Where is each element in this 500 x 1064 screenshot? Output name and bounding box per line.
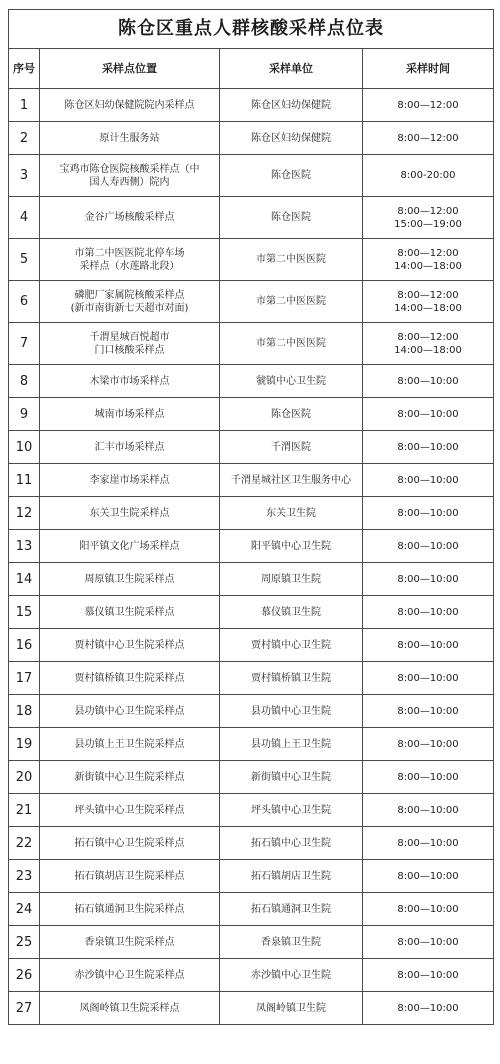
row-location: 赤沙镇中心卫生院采样点 [40,959,220,992]
row-location: 阳平镇文化广场采样点 [40,530,220,563]
row-time: 8:00—12:00 [363,122,493,155]
row-location: 市第二中医医院北停车场 采样点（水莲路北段） [40,239,220,281]
row-unit: 市第二中医医院 [220,281,363,323]
row-number: 11 [9,464,40,497]
column-header-time: 采样时间 [363,49,493,89]
row-location: 慕仪镇卫生院采样点 [40,596,220,629]
row-time: 8:00—10:00 [363,629,493,662]
row-time: 8:00—12:00 14:00—18:00 [363,281,493,323]
row-unit: 东关卫生院 [220,497,363,530]
row-time: 8:00—10:00 [363,398,493,431]
row-location: 李家崖市场采样点 [40,464,220,497]
row-location: 城南市场采样点 [40,398,220,431]
row-location: 原计生服务站 [40,122,220,155]
row-unit: 坪头镇中心卫生院 [220,794,363,827]
row-unit: 陈仓医院 [220,197,363,239]
row-unit: 陈仓医院 [220,398,363,431]
row-number: 18 [9,695,40,728]
row-time: 8:00—10:00 [363,860,493,893]
row-time: 8:00—10:00 [363,365,493,398]
row-unit: 县功镇上王卫生院 [220,728,363,761]
row-location: 陈仓区妇幼保健院院内采样点 [40,89,220,122]
row-unit: 新街镇中心卫生院 [220,761,363,794]
column-header-location: 采样点位置 [40,49,220,89]
row-unit: 拓石镇通洞卫生院 [220,893,363,926]
row-time: 8:00—10:00 [363,431,493,464]
row-unit: 阳平镇中心卫生院 [220,530,363,563]
row-number: 17 [9,662,40,695]
row-time: 8:00—12:00 14:00—18:00 [363,239,493,281]
row-unit: 县功镇中心卫生院 [220,695,363,728]
row-number: 15 [9,596,40,629]
row-location: 新街镇中心卫生院采样点 [40,761,220,794]
row-number: 3 [9,155,40,197]
row-time: 8:00—10:00 [363,761,493,794]
row-location: 拓石镇中心卫生院采样点 [40,827,220,860]
row-number: 20 [9,761,40,794]
table-grid [9,49,493,1025]
row-unit: 陈仓区妇幼保健院 [220,89,363,122]
row-number: 8 [9,365,40,398]
sampling-site-table [8,9,494,1025]
row-location: 木梁市市场采样点 [40,365,220,398]
column-header-unit: 采样单位 [220,49,363,89]
row-number: 12 [9,497,40,530]
row-time: 8:00—10:00 [363,464,493,497]
row-number: 21 [9,794,40,827]
row-location: 千渭星城百悦超市 门口核酸采样点 [40,323,220,365]
row-unit: 拓石镇中心卫生院 [220,827,363,860]
row-location: 县功镇中心卫生院采样点 [40,695,220,728]
row-location: 县功镇上王卫生院采样点 [40,728,220,761]
row-unit: 陈仓区妇幼保健院 [220,122,363,155]
row-location: 香泉镇卫生院采样点 [40,926,220,959]
row-unit: 市第二中医医院 [220,239,363,281]
row-time: 8:00-20:00 [363,155,493,197]
row-time: 8:00—10:00 [363,728,493,761]
row-unit: 贾村镇中心卫生院 [220,629,363,662]
row-number: 10 [9,431,40,464]
row-number: 27 [9,992,40,1025]
row-number: 7 [9,323,40,365]
row-time: 8:00—10:00 [363,893,493,926]
row-unit: 凤阁岭镇卫生院 [220,992,363,1025]
row-time: 8:00—12:00 [363,89,493,122]
row-time: 8:00—10:00 [363,662,493,695]
row-time: 8:00—10:00 [363,827,493,860]
row-location: 凤阁岭镇卫生院采样点 [40,992,220,1025]
row-time: 8:00—12:00 14:00—18:00 [363,323,493,365]
row-unit: 周原镇卫生院 [220,563,363,596]
row-location: 贾村镇中心卫生院采样点 [40,629,220,662]
row-time: 8:00—10:00 [363,695,493,728]
row-number: 6 [9,281,40,323]
row-location: 汇丰市场采样点 [40,431,220,464]
row-number: 1 [9,89,40,122]
row-location: 拓石镇胡店卫生院采样点 [40,860,220,893]
row-time: 8:00—12:00 15:00—19:00 [363,197,493,239]
column-header-no: 序号 [9,49,40,89]
row-time: 8:00—10:00 [363,497,493,530]
row-time: 8:00—10:00 [363,926,493,959]
row-location: 东关卫生院采样点 [40,497,220,530]
row-unit: 拓石镇胡店卫生院 [220,860,363,893]
row-location: 周原镇卫生院采样点 [40,563,220,596]
row-number: 25 [9,926,40,959]
row-location: 拓石镇通洞卫生院采样点 [40,893,220,926]
row-number: 9 [9,398,40,431]
row-time: 8:00—10:00 [363,959,493,992]
row-location: 坪头镇中心卫生院采样点 [40,794,220,827]
row-number: 14 [9,563,40,596]
row-location: 宝鸡市陈仓医院核酸采样点（中 国人寿西侧）院内 [40,155,220,197]
row-number: 16 [9,629,40,662]
row-location: 金谷广场核酸采样点 [40,197,220,239]
row-unit: 贾村镇桥镇卫生院 [220,662,363,695]
row-number: 4 [9,197,40,239]
row-number: 13 [9,530,40,563]
row-number: 24 [9,893,40,926]
row-unit: 虢镇中心卫生院 [220,365,363,398]
row-time: 8:00—10:00 [363,563,493,596]
row-time: 8:00—10:00 [363,596,493,629]
row-time: 8:00—10:00 [363,530,493,563]
row-unit: 陈仓医院 [220,155,363,197]
row-unit: 千渭医院 [220,431,363,464]
row-location: 磷肥厂家属院核酸采样点 (新市南街新七天超市对面) [40,281,220,323]
row-number: 19 [9,728,40,761]
page-title: 陈仓区重点人群核酸采样点位表 [9,10,493,49]
row-unit: 千渭星城社区卫生服务中心 [220,464,363,497]
row-number: 2 [9,122,40,155]
row-number: 23 [9,860,40,893]
row-time: 8:00—10:00 [363,794,493,827]
row-number: 26 [9,959,40,992]
row-unit: 赤沙镇中心卫生院 [220,959,363,992]
row-number: 22 [9,827,40,860]
row-unit: 市第二中医医院 [220,323,363,365]
row-time: 8:00—10:00 [363,992,493,1025]
row-unit: 香泉镇卫生院 [220,926,363,959]
row-number: 5 [9,239,40,281]
row-unit: 慕仪镇卫生院 [220,596,363,629]
row-location: 贾村镇桥镇卫生院采样点 [40,662,220,695]
